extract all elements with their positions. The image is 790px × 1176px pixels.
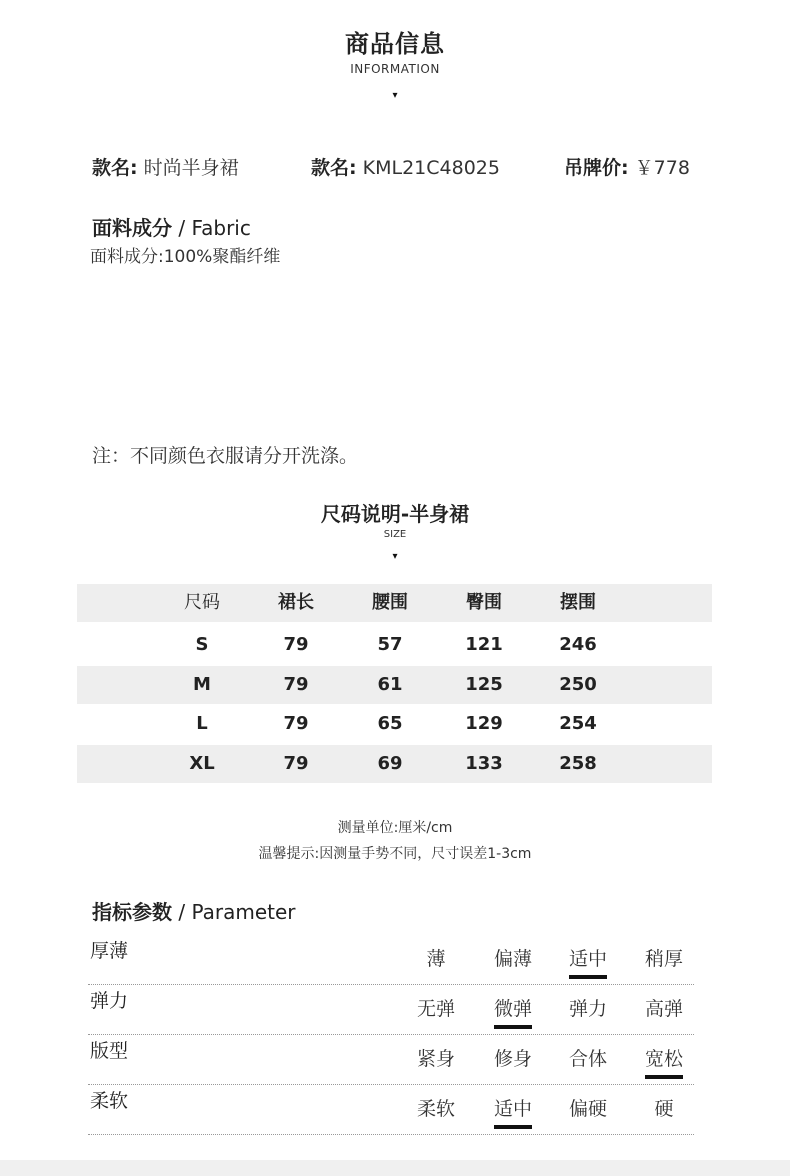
parameter-label: 弹力 xyxy=(90,990,129,1012)
parameter-option: 柔软 xyxy=(416,1098,455,1120)
table-cell: 57 xyxy=(377,634,403,655)
size-title: 尺码说明-半身裙 xyxy=(320,502,470,526)
table-cell: 129 xyxy=(465,713,503,734)
parameter-option: 薄 xyxy=(426,948,446,970)
style-name xyxy=(92,153,239,180)
table-cell: 258 xyxy=(559,753,597,774)
chevron-down-icon: ▾ xyxy=(392,551,398,562)
size-table xyxy=(77,584,712,784)
table-cell: 79 xyxy=(283,634,309,655)
table-header-cell: 腰围 xyxy=(372,592,408,613)
parameter-title xyxy=(92,896,296,925)
measure-tip: 温馨提示:因测量手势不同，尺寸误差1-3cm xyxy=(258,846,532,862)
wash-note: 注：不同颜色衣服请分开洗涤。 xyxy=(92,445,359,467)
table-header-cell: 裙长 xyxy=(278,592,314,613)
fabric-title-bold: 面料成分 xyxy=(92,216,172,240)
table-row xyxy=(77,745,712,783)
tag-price-value: ￥778 xyxy=(634,157,690,179)
table-header-row xyxy=(77,584,712,622)
parameter-title-bold: 指标参数 xyxy=(92,900,172,924)
table-cell: M xyxy=(193,674,211,695)
parameter-option: 无弹 xyxy=(416,998,455,1020)
parameter-row-softness xyxy=(88,1084,694,1135)
table-cell: 69 xyxy=(377,753,403,774)
table-header-cell: 摆围 xyxy=(560,592,596,613)
table-row xyxy=(77,626,712,664)
parameter-option: 高弹 xyxy=(644,998,683,1020)
fabric-composition: 面料成分:100%聚酯纤维 xyxy=(90,247,281,267)
tag-price-label: 吊牌价: xyxy=(564,157,629,179)
table-cell: 79 xyxy=(283,753,309,774)
table-header-cell: 臀围 xyxy=(466,592,502,613)
parameter-label: 柔软 xyxy=(90,1090,129,1112)
parameter-label: 版型 xyxy=(90,1040,129,1062)
parameter-label: 厚薄 xyxy=(90,940,129,962)
style-code-value: KML21C48025 xyxy=(362,157,500,179)
table-cell: 65 xyxy=(377,713,403,734)
style-name-value: 时尚半身裙 xyxy=(143,157,239,179)
table-cell: 125 xyxy=(465,674,503,695)
parameter-option: 偏薄 xyxy=(493,948,532,970)
parameter-option: 硬 xyxy=(654,1098,674,1120)
parameter-option-selected: 微弹 xyxy=(483,994,543,1021)
parameter-option: 修身 xyxy=(493,1048,532,1070)
page-subtitle: INFORMATION xyxy=(350,62,440,76)
parameter-option: 稍厚 xyxy=(644,948,683,970)
table-cell: 79 xyxy=(283,674,309,695)
table-cell: 61 xyxy=(377,674,403,695)
tag-price xyxy=(564,153,690,180)
table-row xyxy=(77,666,712,704)
style-name-label: 款名: xyxy=(92,157,138,179)
parameter-option: 合体 xyxy=(568,1048,607,1070)
table-cell: 133 xyxy=(465,753,503,774)
measure-unit: 测量单位:厘米/cm xyxy=(337,820,453,836)
table-cell: 246 xyxy=(559,634,597,655)
parameter-option: 偏硬 xyxy=(568,1098,607,1120)
footer-bar xyxy=(0,1160,790,1176)
fabric-title-rest: / Fabric xyxy=(172,216,251,240)
parameter-row-fit xyxy=(88,1034,694,1085)
chevron-down-icon: ▾ xyxy=(392,90,398,101)
parameter-option-selected: 适中 xyxy=(558,944,618,971)
parameter-title-rest: / Parameter xyxy=(172,900,296,924)
fabric-title xyxy=(92,212,251,241)
style-code-label: 款名: xyxy=(311,157,357,179)
table-cell: 79 xyxy=(283,713,309,734)
table-row xyxy=(77,705,712,743)
table-cell: 254 xyxy=(559,713,597,734)
table-cell: XL xyxy=(189,753,215,774)
table-cell: L xyxy=(196,713,208,734)
parameter-row-thickness xyxy=(88,934,694,985)
parameter-option-selected: 宽松 xyxy=(634,1044,694,1071)
table-cell: S xyxy=(195,634,209,655)
parameter-option: 弹力 xyxy=(568,998,607,1020)
style-code xyxy=(311,153,500,180)
parameter-option-selected: 适中 xyxy=(483,1094,543,1121)
table-header-cell: 尺码 xyxy=(184,592,220,613)
parameter-row-elasticity xyxy=(88,984,694,1035)
table-cell: 250 xyxy=(559,674,597,695)
parameter-option: 紧身 xyxy=(416,1048,455,1070)
size-subtitle: SIZE xyxy=(383,529,407,540)
page-title: 商品信息 xyxy=(345,30,445,58)
table-cell: 121 xyxy=(465,634,503,655)
